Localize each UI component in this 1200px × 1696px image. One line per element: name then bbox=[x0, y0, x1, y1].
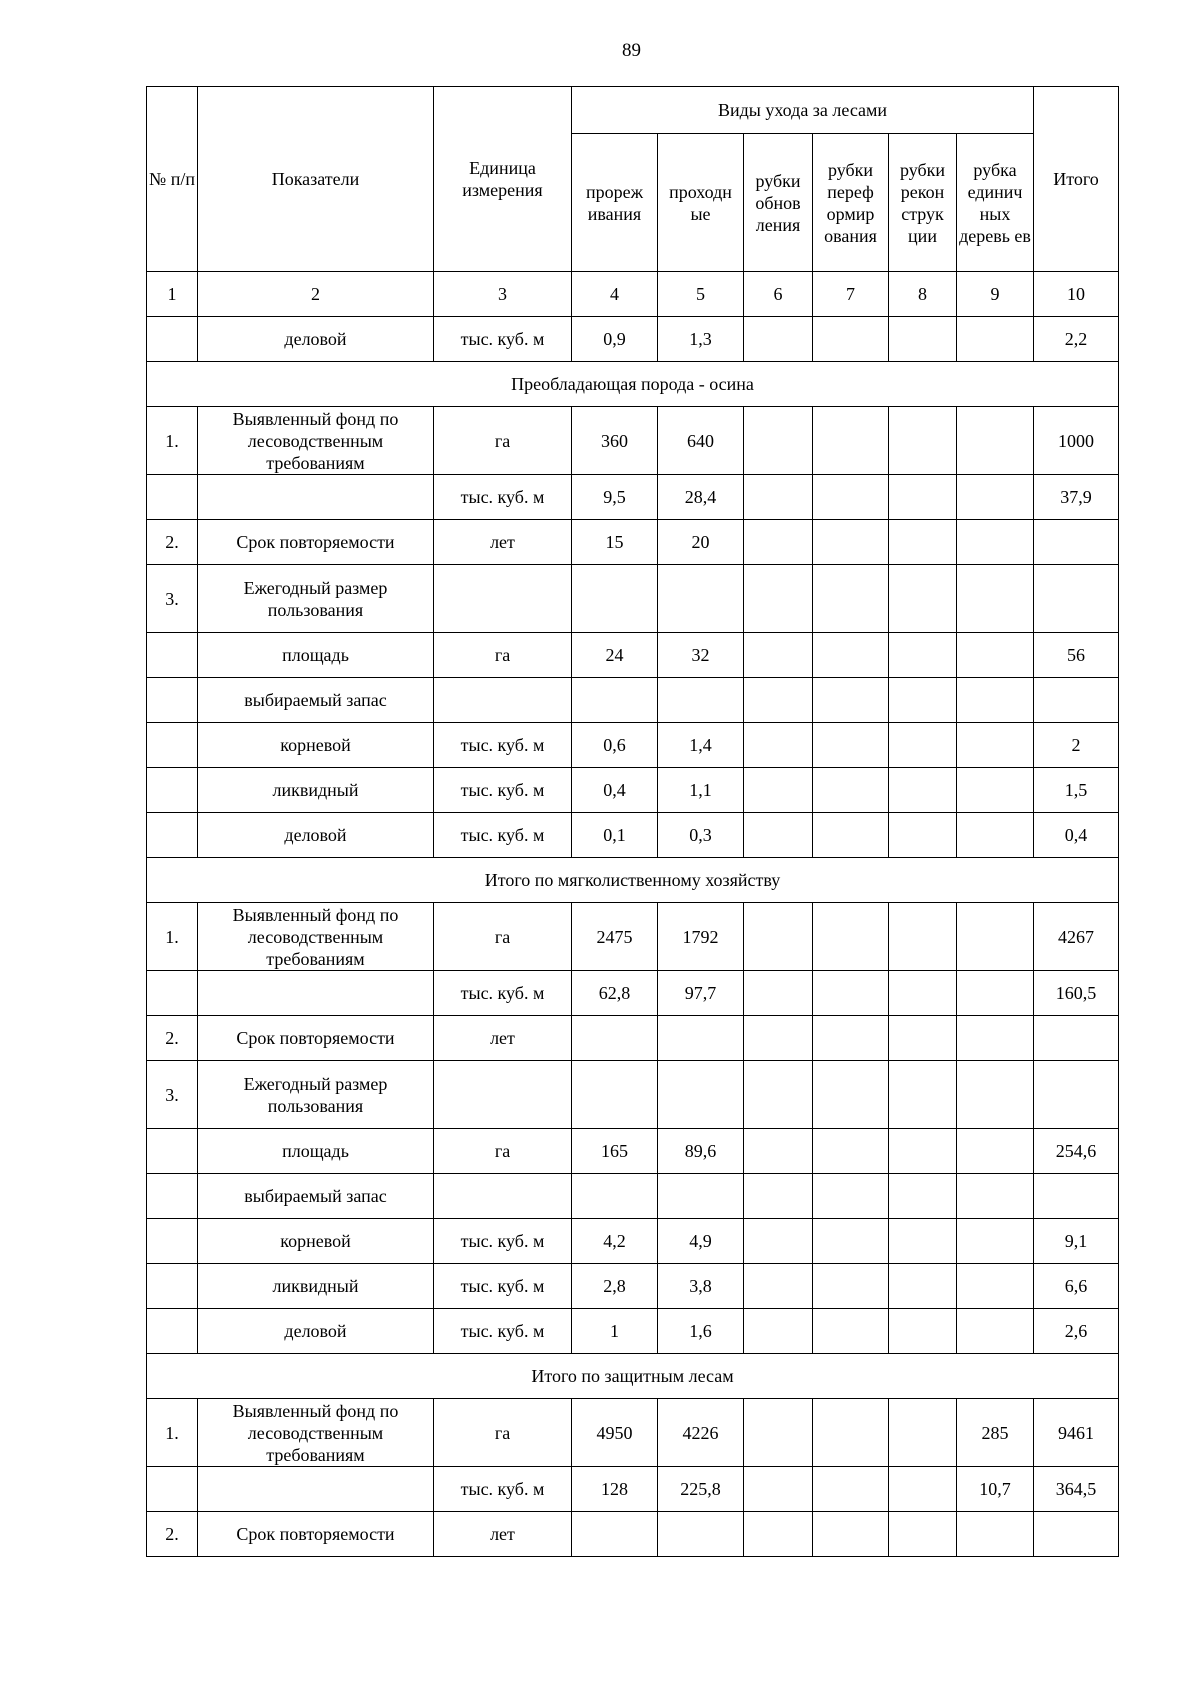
row-value: 32 bbox=[658, 633, 744, 678]
row-total: 0,4 bbox=[1034, 813, 1119, 858]
row-value bbox=[744, 1399, 813, 1467]
row-indicator: площадь bbox=[198, 633, 434, 678]
row-value: 0,6 bbox=[572, 723, 658, 768]
table-row bbox=[147, 520, 1119, 565]
row-indicator: Срок повторяемости bbox=[198, 1512, 434, 1557]
row-value bbox=[889, 317, 957, 362]
row-value bbox=[889, 475, 957, 520]
row-value bbox=[813, 520, 889, 565]
row-value bbox=[744, 971, 813, 1016]
row-unit bbox=[434, 565, 572, 633]
row-unit: тыс. куб. м bbox=[434, 768, 572, 813]
row-value bbox=[744, 1309, 813, 1354]
row-total bbox=[1034, 1016, 1119, 1061]
row-value: 62,8 bbox=[572, 971, 658, 1016]
row-value bbox=[744, 565, 813, 633]
row-value bbox=[889, 520, 957, 565]
row-total bbox=[1034, 1174, 1119, 1219]
row-value bbox=[889, 1467, 957, 1512]
row-value bbox=[813, 1174, 889, 1219]
row-unit: га bbox=[434, 407, 572, 475]
row-value bbox=[957, 1512, 1034, 1557]
row-value bbox=[744, 1512, 813, 1557]
row-value bbox=[957, 1016, 1034, 1061]
row-unit: тыс. куб. м bbox=[434, 1219, 572, 1264]
row-total: 1,5 bbox=[1034, 768, 1119, 813]
row-value: 20 bbox=[658, 520, 744, 565]
row-value bbox=[744, 1061, 813, 1129]
header-num: № п/п bbox=[147, 87, 198, 272]
row-number bbox=[147, 1219, 198, 1264]
row-unit: тыс. куб. м bbox=[434, 1309, 572, 1354]
row-value bbox=[957, 407, 1034, 475]
row-value: 1 bbox=[572, 1309, 658, 1354]
row-value: 1,1 bbox=[658, 768, 744, 813]
header-indicator: Показатели bbox=[198, 87, 434, 272]
row-value: 128 bbox=[572, 1467, 658, 1512]
row-value: 2475 bbox=[572, 903, 658, 971]
row-value bbox=[957, 678, 1034, 723]
row-value: 15 bbox=[572, 520, 658, 565]
table-row bbox=[147, 1219, 1119, 1264]
table-row bbox=[147, 1129, 1119, 1174]
table-row bbox=[147, 1174, 1119, 1219]
row-value bbox=[957, 903, 1034, 971]
table-row bbox=[147, 768, 1119, 813]
row-indicator: Выявленный фонд по лесоводственным требованиям bbox=[198, 1399, 434, 1467]
section-row bbox=[147, 858, 1119, 903]
row-number: 1. bbox=[147, 903, 198, 971]
row-value: 285 bbox=[957, 1399, 1034, 1467]
row-indicator: деловой bbox=[198, 1309, 434, 1354]
row-value bbox=[957, 475, 1034, 520]
row-unit: лет bbox=[434, 520, 572, 565]
row-value bbox=[744, 723, 813, 768]
row-total: 6,6 bbox=[1034, 1264, 1119, 1309]
row-total: 9,1 bbox=[1034, 1219, 1119, 1264]
row-value bbox=[957, 723, 1034, 768]
row-value bbox=[658, 1512, 744, 1557]
row-total: 364,5 bbox=[1034, 1467, 1119, 1512]
table-row bbox=[147, 1467, 1119, 1512]
row-unit: га bbox=[434, 903, 572, 971]
row-value: 0,9 bbox=[572, 317, 658, 362]
row-value bbox=[889, 768, 957, 813]
row-indicator: деловой bbox=[198, 317, 434, 362]
row-value bbox=[813, 768, 889, 813]
row-unit: тыс. куб. м bbox=[434, 813, 572, 858]
row-value bbox=[572, 1174, 658, 1219]
row-value bbox=[744, 1174, 813, 1219]
row-total: 2,2 bbox=[1034, 317, 1119, 362]
table-row bbox=[147, 407, 1119, 475]
row-value bbox=[744, 407, 813, 475]
row-value bbox=[813, 1264, 889, 1309]
column-index-row bbox=[147, 272, 1119, 317]
row-value bbox=[813, 1467, 889, 1512]
row-number: 2. bbox=[147, 1512, 198, 1557]
row-value bbox=[889, 971, 957, 1016]
row-value bbox=[658, 1061, 744, 1129]
row-total: 56 bbox=[1034, 633, 1119, 678]
row-total bbox=[1034, 520, 1119, 565]
row-value: 360 bbox=[572, 407, 658, 475]
row-value bbox=[813, 1016, 889, 1061]
row-value bbox=[889, 1264, 957, 1309]
row-number bbox=[147, 971, 198, 1016]
row-number bbox=[147, 1129, 198, 1174]
row-total: 37,9 bbox=[1034, 475, 1119, 520]
row-indicator: ликвидный bbox=[198, 768, 434, 813]
row-number bbox=[147, 678, 198, 723]
row-number bbox=[147, 1467, 198, 1512]
table-row bbox=[147, 1309, 1119, 1354]
row-value: 225,8 bbox=[658, 1467, 744, 1512]
section-title: Преобладающая порода - осина bbox=[147, 362, 1119, 407]
row-value bbox=[889, 1129, 957, 1174]
row-value bbox=[889, 813, 957, 858]
row-number bbox=[147, 317, 198, 362]
row-value bbox=[889, 1061, 957, 1129]
column-index: 9 bbox=[957, 272, 1034, 317]
row-value bbox=[957, 1264, 1034, 1309]
row-unit bbox=[434, 678, 572, 723]
row-value: 165 bbox=[572, 1129, 658, 1174]
row-value: 4950 bbox=[572, 1399, 658, 1467]
table-row bbox=[147, 1399, 1119, 1467]
row-value bbox=[813, 633, 889, 678]
table-row bbox=[147, 678, 1119, 723]
row-number bbox=[147, 723, 198, 768]
header-type: проходн ые bbox=[658, 134, 744, 272]
row-value bbox=[957, 317, 1034, 362]
row-number bbox=[147, 813, 198, 858]
row-total bbox=[1034, 678, 1119, 723]
header-type: рубки обнов ления bbox=[744, 134, 813, 272]
row-indicator bbox=[198, 475, 434, 520]
row-total: 2 bbox=[1034, 723, 1119, 768]
row-unit: тыс. куб. м bbox=[434, 475, 572, 520]
row-value bbox=[813, 1129, 889, 1174]
row-value bbox=[813, 1309, 889, 1354]
row-value bbox=[889, 678, 957, 723]
table-row bbox=[147, 633, 1119, 678]
row-value bbox=[889, 1219, 957, 1264]
row-value: 97,7 bbox=[658, 971, 744, 1016]
row-value bbox=[744, 1219, 813, 1264]
table-row bbox=[147, 1512, 1119, 1557]
row-value: 0,4 bbox=[572, 768, 658, 813]
row-total: 4267 bbox=[1034, 903, 1119, 971]
row-unit: га bbox=[434, 633, 572, 678]
row-value bbox=[813, 971, 889, 1016]
header-type: рубки рекон струк ции bbox=[889, 134, 957, 272]
header-type: рубки переф ормир ования bbox=[813, 134, 889, 272]
table-row bbox=[147, 565, 1119, 633]
row-value: 28,4 bbox=[658, 475, 744, 520]
row-value bbox=[889, 565, 957, 633]
row-value: 1,3 bbox=[658, 317, 744, 362]
row-value bbox=[813, 407, 889, 475]
table-row bbox=[147, 1061, 1119, 1129]
row-value bbox=[658, 1016, 744, 1061]
column-index: 4 bbox=[572, 272, 658, 317]
header-type: рубка единич ных деревь ев bbox=[957, 134, 1034, 272]
row-unit: тыс. куб. м bbox=[434, 971, 572, 1016]
row-value bbox=[957, 633, 1034, 678]
row-number bbox=[147, 1174, 198, 1219]
row-value bbox=[889, 633, 957, 678]
row-indicator: деловой bbox=[198, 813, 434, 858]
row-value: 0,3 bbox=[658, 813, 744, 858]
row-indicator: Ежегодный размер пользования bbox=[198, 1061, 434, 1129]
row-value bbox=[957, 520, 1034, 565]
row-total: 2,6 bbox=[1034, 1309, 1119, 1354]
header-type: прореж ивания bbox=[572, 134, 658, 272]
table-row bbox=[147, 903, 1119, 971]
row-value: 2,8 bbox=[572, 1264, 658, 1309]
row-total bbox=[1034, 565, 1119, 633]
forest-care-table bbox=[146, 86, 1119, 1557]
row-value bbox=[572, 1061, 658, 1129]
row-number: 1. bbox=[147, 1399, 198, 1467]
row-indicator: Срок повторяемости bbox=[198, 520, 434, 565]
row-unit bbox=[434, 1061, 572, 1129]
table-row bbox=[147, 971, 1119, 1016]
table-row bbox=[147, 475, 1119, 520]
column-index: 7 bbox=[813, 272, 889, 317]
row-value bbox=[658, 1174, 744, 1219]
row-value bbox=[889, 1512, 957, 1557]
row-number: 3. bbox=[147, 1061, 198, 1129]
row-value: 0,1 bbox=[572, 813, 658, 858]
row-unit: лет bbox=[434, 1512, 572, 1557]
row-number: 1. bbox=[147, 407, 198, 475]
header-unit: Единица измерения bbox=[434, 87, 572, 272]
row-value bbox=[813, 475, 889, 520]
table-row bbox=[147, 317, 1119, 362]
row-value bbox=[813, 678, 889, 723]
row-unit: тыс. куб. м bbox=[434, 723, 572, 768]
row-value bbox=[658, 565, 744, 633]
row-total: 160,5 bbox=[1034, 971, 1119, 1016]
column-index: 3 bbox=[434, 272, 572, 317]
row-value bbox=[813, 1512, 889, 1557]
column-index: 5 bbox=[658, 272, 744, 317]
row-value bbox=[744, 768, 813, 813]
header-group: Виды ухода за лесами bbox=[572, 87, 1034, 134]
row-unit: га bbox=[434, 1399, 572, 1467]
row-indicator: Выявленный фонд по лесоводственным требованиям bbox=[198, 903, 434, 971]
section-row bbox=[147, 1354, 1119, 1399]
row-value bbox=[744, 633, 813, 678]
row-number bbox=[147, 1264, 198, 1309]
table-body bbox=[147, 272, 1119, 1557]
row-number: 2. bbox=[147, 1016, 198, 1061]
row-value bbox=[889, 723, 957, 768]
row-value: 4,2 bbox=[572, 1219, 658, 1264]
row-total bbox=[1034, 1061, 1119, 1129]
section-title: Итого по мягколиственному хозяйству bbox=[147, 858, 1119, 903]
row-value bbox=[744, 1264, 813, 1309]
row-unit: тыс. куб. м bbox=[434, 1264, 572, 1309]
row-value bbox=[957, 768, 1034, 813]
row-value bbox=[889, 1016, 957, 1061]
row-value: 4226 bbox=[658, 1399, 744, 1467]
row-number: 2. bbox=[147, 520, 198, 565]
row-value: 24 bbox=[572, 633, 658, 678]
row-value bbox=[889, 1309, 957, 1354]
row-value bbox=[572, 1512, 658, 1557]
row-total: 9461 bbox=[1034, 1399, 1119, 1467]
row-value: 10,7 bbox=[957, 1467, 1034, 1512]
table-row bbox=[147, 813, 1119, 858]
row-indicator: корневой bbox=[198, 1219, 434, 1264]
row-value bbox=[744, 520, 813, 565]
row-value bbox=[813, 1219, 889, 1264]
row-value bbox=[957, 1129, 1034, 1174]
row-value bbox=[658, 678, 744, 723]
row-value bbox=[744, 1129, 813, 1174]
row-value bbox=[744, 813, 813, 858]
row-value bbox=[744, 903, 813, 971]
row-value: 640 bbox=[658, 407, 744, 475]
row-value bbox=[813, 723, 889, 768]
row-indicator: корневой bbox=[198, 723, 434, 768]
row-value: 1792 bbox=[658, 903, 744, 971]
row-indicator bbox=[198, 971, 434, 1016]
row-number: 3. bbox=[147, 565, 198, 633]
row-unit bbox=[434, 1174, 572, 1219]
row-value bbox=[957, 1174, 1034, 1219]
row-value bbox=[572, 1016, 658, 1061]
row-number bbox=[147, 768, 198, 813]
column-index: 2 bbox=[198, 272, 434, 317]
table-header bbox=[147, 87, 1119, 272]
row-unit: тыс. куб. м bbox=[434, 317, 572, 362]
row-value bbox=[813, 903, 889, 971]
row-indicator: площадь bbox=[198, 1129, 434, 1174]
row-value bbox=[957, 1219, 1034, 1264]
row-value bbox=[957, 565, 1034, 633]
row-value bbox=[813, 317, 889, 362]
row-indicator: выбираемый запас bbox=[198, 678, 434, 723]
row-indicator: Ежегодный размер пользования bbox=[198, 565, 434, 633]
row-total bbox=[1034, 1512, 1119, 1557]
row-value: 1,4 bbox=[658, 723, 744, 768]
row-value bbox=[813, 813, 889, 858]
page-number: 89 bbox=[622, 40, 641, 61]
row-indicator: выбираемый запас bbox=[198, 1174, 434, 1219]
table-row bbox=[147, 1264, 1119, 1309]
column-index: 1 bbox=[147, 272, 198, 317]
row-total: 254,6 bbox=[1034, 1129, 1119, 1174]
row-value bbox=[744, 317, 813, 362]
row-indicator: Выявленный фонд по лесоводственным требованиям bbox=[198, 407, 434, 475]
table-row bbox=[147, 723, 1119, 768]
row-value bbox=[572, 565, 658, 633]
row-value: 89,6 bbox=[658, 1129, 744, 1174]
row-value bbox=[744, 475, 813, 520]
row-unit: тыс. куб. м bbox=[434, 1467, 572, 1512]
row-value: 1,6 bbox=[658, 1309, 744, 1354]
row-value bbox=[572, 678, 658, 723]
row-value: 3,8 bbox=[658, 1264, 744, 1309]
row-total: 1000 bbox=[1034, 407, 1119, 475]
row-value bbox=[744, 1467, 813, 1512]
row-value bbox=[889, 903, 957, 971]
row-value bbox=[889, 1399, 957, 1467]
row-indicator: ликвидный bbox=[198, 1264, 434, 1309]
row-value: 4,9 bbox=[658, 1219, 744, 1264]
row-value bbox=[957, 1061, 1034, 1129]
row-value bbox=[813, 1061, 889, 1129]
table-row bbox=[147, 1016, 1119, 1061]
column-index: 10 bbox=[1034, 272, 1119, 317]
section-title: Итого по защитным лесам bbox=[147, 1354, 1119, 1399]
header-total: Итого bbox=[1034, 87, 1119, 272]
row-value bbox=[957, 813, 1034, 858]
row-value bbox=[957, 971, 1034, 1016]
row-number bbox=[147, 475, 198, 520]
row-indicator bbox=[198, 1467, 434, 1512]
row-value bbox=[744, 1016, 813, 1061]
row-value bbox=[813, 1399, 889, 1467]
row-number bbox=[147, 633, 198, 678]
section-row bbox=[147, 362, 1119, 407]
column-index: 6 bbox=[744, 272, 813, 317]
row-value: 9,5 bbox=[572, 475, 658, 520]
row-value bbox=[957, 1309, 1034, 1354]
row-value bbox=[744, 678, 813, 723]
row-unit: га bbox=[434, 1129, 572, 1174]
row-value bbox=[889, 1174, 957, 1219]
row-value bbox=[813, 565, 889, 633]
row-indicator: Срок повторяемости bbox=[198, 1016, 434, 1061]
column-index: 8 bbox=[889, 272, 957, 317]
row-value bbox=[889, 407, 957, 475]
row-number bbox=[147, 1309, 198, 1354]
row-unit: лет bbox=[434, 1016, 572, 1061]
